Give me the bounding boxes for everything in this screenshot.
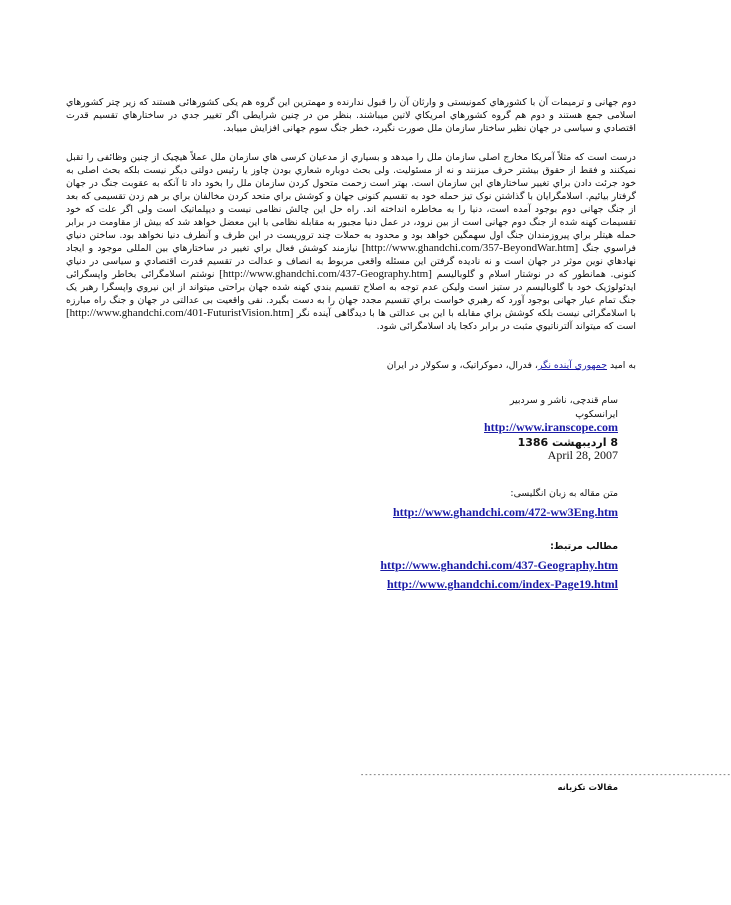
geography-url: [http://www.ghandchi.com/437-Geography.htm]	[219, 268, 432, 280]
paragraph-2-text-d: است که میتواند آلترناتیوي مثبت در برابر دکجا یاد اسلامگرائی شود.	[376, 321, 636, 332]
paragraph-2-text-b: نیازمند کوشش فعال براي تغییر در ساختارهاي بین المللی موجود و ایجاد نهادهاي نوین موثر در جهان است و نه نادیده گرفتن این مسئله واقعی مربوط به انصاف و عدالت در تقسیم قدرت اقتصادي و سیاسی در دنیاي کنونی. همانطور که در نوشتار اسلام و گلوبالیسم	[66, 243, 636, 280]
signature-block	[66, 394, 618, 463]
paragraph-1	[66, 96, 636, 135]
english-version-label: متن مقاله به زبان انگلیسی:	[510, 487, 618, 499]
closing-line	[66, 359, 636, 372]
futurist-vision-url: [http://www.ghandchi.com/401-FuturistVision.htm]	[66, 307, 294, 319]
related-link-geography[interactable]: http://www.ghandchi.com/437-Geography.htm	[380, 557, 618, 572]
futurist-republic-link[interactable]: جمهوري آینده نگر	[537, 360, 608, 371]
english-version-link[interactable]: http://www.ghandchi.com/472-ww3Eng.htm	[392, 504, 618, 519]
related-label: مطالب مرتبط:	[550, 540, 618, 552]
english-version-block	[66, 487, 618, 520]
paragraph-2-text-a: درست است که مثلاً آمریکا مخارج اصلی سازمان ملل را میدهد و بسیاري از مدعیان کرسی هاي سازمان ملل عملاً هیچیک از چنین وظائفی را تقبل نمیکنند و فقط از حقوق بیشتر حرف میزنند و نه از مسئولیت. ولی بحث دوباره شعاري بودن چاوز یا رئیس دولتی دیگر نیست بلکه بحث اصلی به خود جرئت دادن براي تغییر ساختارهاي این سازمان است. بهتر است زحمت متحول کردن سازمان ملل را بخود داد تا آنکه به عقوبت جنگ در جهان گرفتار بیائیم. اسلامگرایان با گذاشتن نوک تیز حمله خود به تقسیم کنونی جهان و کوشش براي متحد کردن مخالفان براي بر هم زدن تقسیمی که بعد از جنگ جهانی دوم بوجود آمده است، دنیا را به مخاطره انداخته اند. راه حل این چالش نظامی نیست و دیپلماتیک است ولی اگر علت که خود تقسیمات کهنه شده از جنگ دوم جهانی است از بین نرود، در عمل دنیا مجبور به مقابله نظامی با این معضل خواهد شد که بیش از مقاومت در برابر حمله هیتلر براي پیروزمندان جنگ اول سهمگین خواهد بود و محدود به حملات چند تروریست در این طرف و آنطرف دنیا نخواهد بود. ساختن دنیاي فراسوي جنگ	[66, 152, 636, 254]
related-link-index[interactable]: http://www.ghandchi.com/index-Page19.html	[386, 576, 618, 591]
article-body	[66, 96, 636, 592]
paragraph-2	[66, 151, 636, 333]
author-line: سام قندچی، ناشر و سردبیر	[509, 395, 618, 406]
date-english: April 28, 2007	[547, 448, 618, 462]
divider-line: ----------------------------------------------------------------------------------------	[360, 771, 731, 779]
beyond-war-url: [http://www.ghandchi.com/357-BeyondWar.htm]	[361, 242, 579, 254]
closing-suffix: ، فدرال، دموکراتیک، و سکولار در ایران	[386, 360, 538, 371]
closing-prefix: به امید	[607, 360, 636, 371]
related-block	[66, 540, 618, 592]
footer-label: مقالات تکزبانه	[557, 783, 618, 793]
date-persian: 8 اردیبهشت 1386	[517, 435, 618, 449]
paragraph-1-text: دوم جهانی و ترمیمات آن با کشورهاي کمونیستی و وارثان آن را قبول ندارنده و مهمترین این گروه هم یکی کشورهائی هستند که زیر چتر کشورهاي اسلامی جمع هستند و دوم هم گروه کشورهاي امریکاي لاتین میباشند. بنظر من در چنین شرایطی اگر تغییر جدي در ساختارهاي تقسیم قدرت اقتصادي و سیاسی در جهان نظیر ساختار سازمان ملل صورت نگیرد، خطر جنگ سوم جهانی افزایش مییابد.	[66, 97, 636, 134]
paragraph-2-text-c: نوشتم اسلامگرائی بخاطر واپسگرائی ایدئولوژیک خود با گلوبالیسم در ستیز است ولیکن عدم توجه به اصلاح تقسیم بندي کهنه شده جهان براحتی میتواند از این نیروي واپسگرا رهبر یک جنگ تمام عیار جهانی بوجود آورد که رهبري خواست براي تقسیم مجدد جهان را به دست بگیرد. نفی واقعیت بی عدالتی در جهان و جنگ راه مبارزه با اسلامگرائی نیست بلکه کوشش براي مقابله با این بی عدالتی ها با دیدگاهی آینده نگر	[66, 269, 636, 319]
iranscope-link[interactable]: http://www.iranscope.com	[484, 420, 618, 434]
publication-name: ایرانسکوپ	[575, 408, 618, 420]
